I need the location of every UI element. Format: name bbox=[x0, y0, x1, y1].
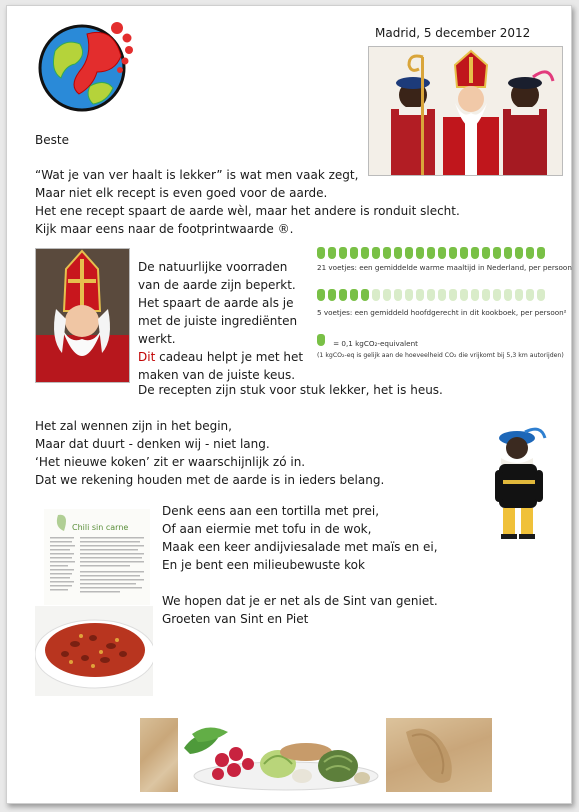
foot-icon bbox=[493, 247, 501, 259]
foot-icon bbox=[537, 247, 545, 259]
verse-line: maken van de juiste keus. bbox=[138, 368, 296, 382]
foot-icon bbox=[526, 289, 534, 301]
footprint-unit bbox=[317, 331, 567, 350]
foot-icon bbox=[405, 247, 413, 259]
verse-line: Denk eens aan een tortilla met prei, bbox=[162, 504, 380, 518]
verse-line: Of aan eiermie met tofu in de wok, bbox=[162, 522, 372, 536]
foot-icon bbox=[526, 247, 534, 259]
foot-icon bbox=[449, 247, 457, 259]
foot-icon bbox=[361, 247, 369, 259]
foot-icon bbox=[317, 289, 325, 301]
verse-line: De recepten zijn stuk voor stuk lekker, het is heus. bbox=[138, 383, 443, 397]
foot-icon bbox=[383, 247, 391, 259]
foot-icon bbox=[339, 247, 347, 259]
foot-icon bbox=[449, 289, 457, 301]
foot-icon bbox=[471, 247, 479, 259]
foot-icon bbox=[339, 289, 347, 301]
verse-line: van de aarde zijn beperkt. bbox=[138, 278, 296, 292]
verse-line: Het spaart de aarde als je bbox=[138, 296, 294, 310]
foot-icon bbox=[328, 247, 336, 259]
foot-icon bbox=[537, 289, 545, 301]
foot-icon bbox=[350, 289, 358, 301]
letter-page bbox=[6, 5, 572, 804]
recipe-page-thumbnail bbox=[44, 509, 150, 605]
foot-icon bbox=[504, 247, 512, 259]
single-foot-icon bbox=[317, 331, 328, 350]
foot-icon bbox=[482, 289, 490, 301]
recipe-title: Chili sin carne bbox=[72, 523, 129, 532]
verse-line: Kijk maar eens naar de footprintwaarde ®. bbox=[35, 222, 294, 236]
sint-and-pieten-photo bbox=[368, 46, 563, 176]
foot-icon bbox=[515, 289, 523, 301]
foot-icon bbox=[350, 247, 358, 259]
sinterklaas-portrait bbox=[35, 248, 130, 383]
foot-icon bbox=[460, 289, 468, 301]
foot-icon bbox=[383, 289, 391, 301]
globe-footprint-logo bbox=[35, 16, 133, 114]
footprint-note-text: (1 kgCO₂-eq is gelijk aan de hoeveelheid CO₂ die vrijkomt bij 5,3 km autorijden) bbox=[317, 352, 564, 359]
foot-icon bbox=[361, 289, 369, 301]
foot-icon bbox=[394, 289, 402, 301]
dit-highlight: Dit bbox=[138, 350, 156, 364]
verse-line: Maar dat duurt - denken wij - niet lang. bbox=[35, 437, 270, 451]
foot-icon bbox=[493, 289, 501, 301]
verse-line: met de juiste ingrediënten bbox=[138, 314, 298, 328]
verse-line: Maar niet elk recept is even goed voor de aarde. bbox=[35, 186, 328, 200]
stanza-2 bbox=[138, 258, 303, 384]
footprint-row1-text: 21 voetjes: een gemiddelde warme maaltijd in Nederland, per persoon bbox=[317, 263, 572, 272]
foot-icon bbox=[372, 247, 380, 259]
verse-line: Het zal wennen zijn in het begin, bbox=[35, 419, 232, 433]
verse-line: Maak een keer andijviesalade met maïs en ei, bbox=[162, 540, 438, 554]
foot-icon bbox=[416, 289, 424, 301]
verse-fragment: cadeau helpt je met het bbox=[155, 350, 304, 364]
stanza-1 bbox=[35, 166, 460, 238]
foot-icon bbox=[438, 289, 446, 301]
letter-date: Madrid, 5 december 2012 bbox=[375, 26, 531, 40]
foot-icon bbox=[416, 247, 424, 259]
foot-icon bbox=[394, 247, 402, 259]
footprint-row-5 bbox=[317, 286, 567, 300]
foot-icon bbox=[372, 289, 380, 301]
verse-line: De natuurlijke voorraden bbox=[138, 260, 288, 274]
footprint-row-21 bbox=[317, 244, 567, 258]
foot-icon bbox=[471, 289, 479, 301]
closing-signature: Groeten van Sint en Piet bbox=[162, 612, 309, 626]
closing bbox=[162, 592, 438, 628]
footprint-unit-text: = 0,1 kgCO₂-equivalent bbox=[333, 339, 418, 348]
verse-line: werkt. bbox=[138, 332, 176, 346]
sand-texture-left bbox=[140, 718, 178, 792]
footprint-legend bbox=[317, 244, 572, 359]
vegetables-plate-photo bbox=[178, 718, 386, 792]
foot-icon bbox=[317, 247, 325, 259]
stanza-4 bbox=[162, 502, 438, 574]
verse-line: Dat we rekening houden met de aarde is in ieders belang. bbox=[35, 473, 385, 487]
foot-icon bbox=[504, 289, 512, 301]
stanza-3 bbox=[35, 417, 384, 489]
closing-line: We hopen dat je er net als de Sint van geniet. bbox=[162, 594, 438, 608]
piet-figure bbox=[489, 424, 551, 540]
foot-icon bbox=[427, 289, 435, 301]
foot-icon bbox=[460, 247, 468, 259]
greeting: Beste bbox=[35, 133, 69, 147]
foot-icon bbox=[438, 247, 446, 259]
foot-icon bbox=[482, 247, 490, 259]
verse-line-dit bbox=[138, 348, 303, 366]
verse-line: Het ene recept spaart de aarde wèl, maar het andere is ronduit slecht. bbox=[35, 204, 460, 218]
foot-icon bbox=[328, 289, 336, 301]
foot-icon bbox=[405, 289, 413, 301]
verse-line: ‘Het nieuwe koken’ zit er waarschijnlijk zó in. bbox=[35, 455, 306, 469]
sand-footprint-photo bbox=[386, 718, 492, 792]
footprint-row2-text: 5 voetjes: een gemiddeld hoofdgerecht in dit kookboek, per persoon² bbox=[317, 308, 567, 317]
verse-line: En je bent een milieubewuste kok bbox=[162, 558, 365, 572]
foot-icon bbox=[427, 247, 435, 259]
foot-icon bbox=[515, 247, 523, 259]
verse-line: “Wat je van ver haalt is lekker” is wat men vaak zegt, bbox=[35, 168, 359, 182]
chili-bowl-photo bbox=[35, 606, 153, 696]
